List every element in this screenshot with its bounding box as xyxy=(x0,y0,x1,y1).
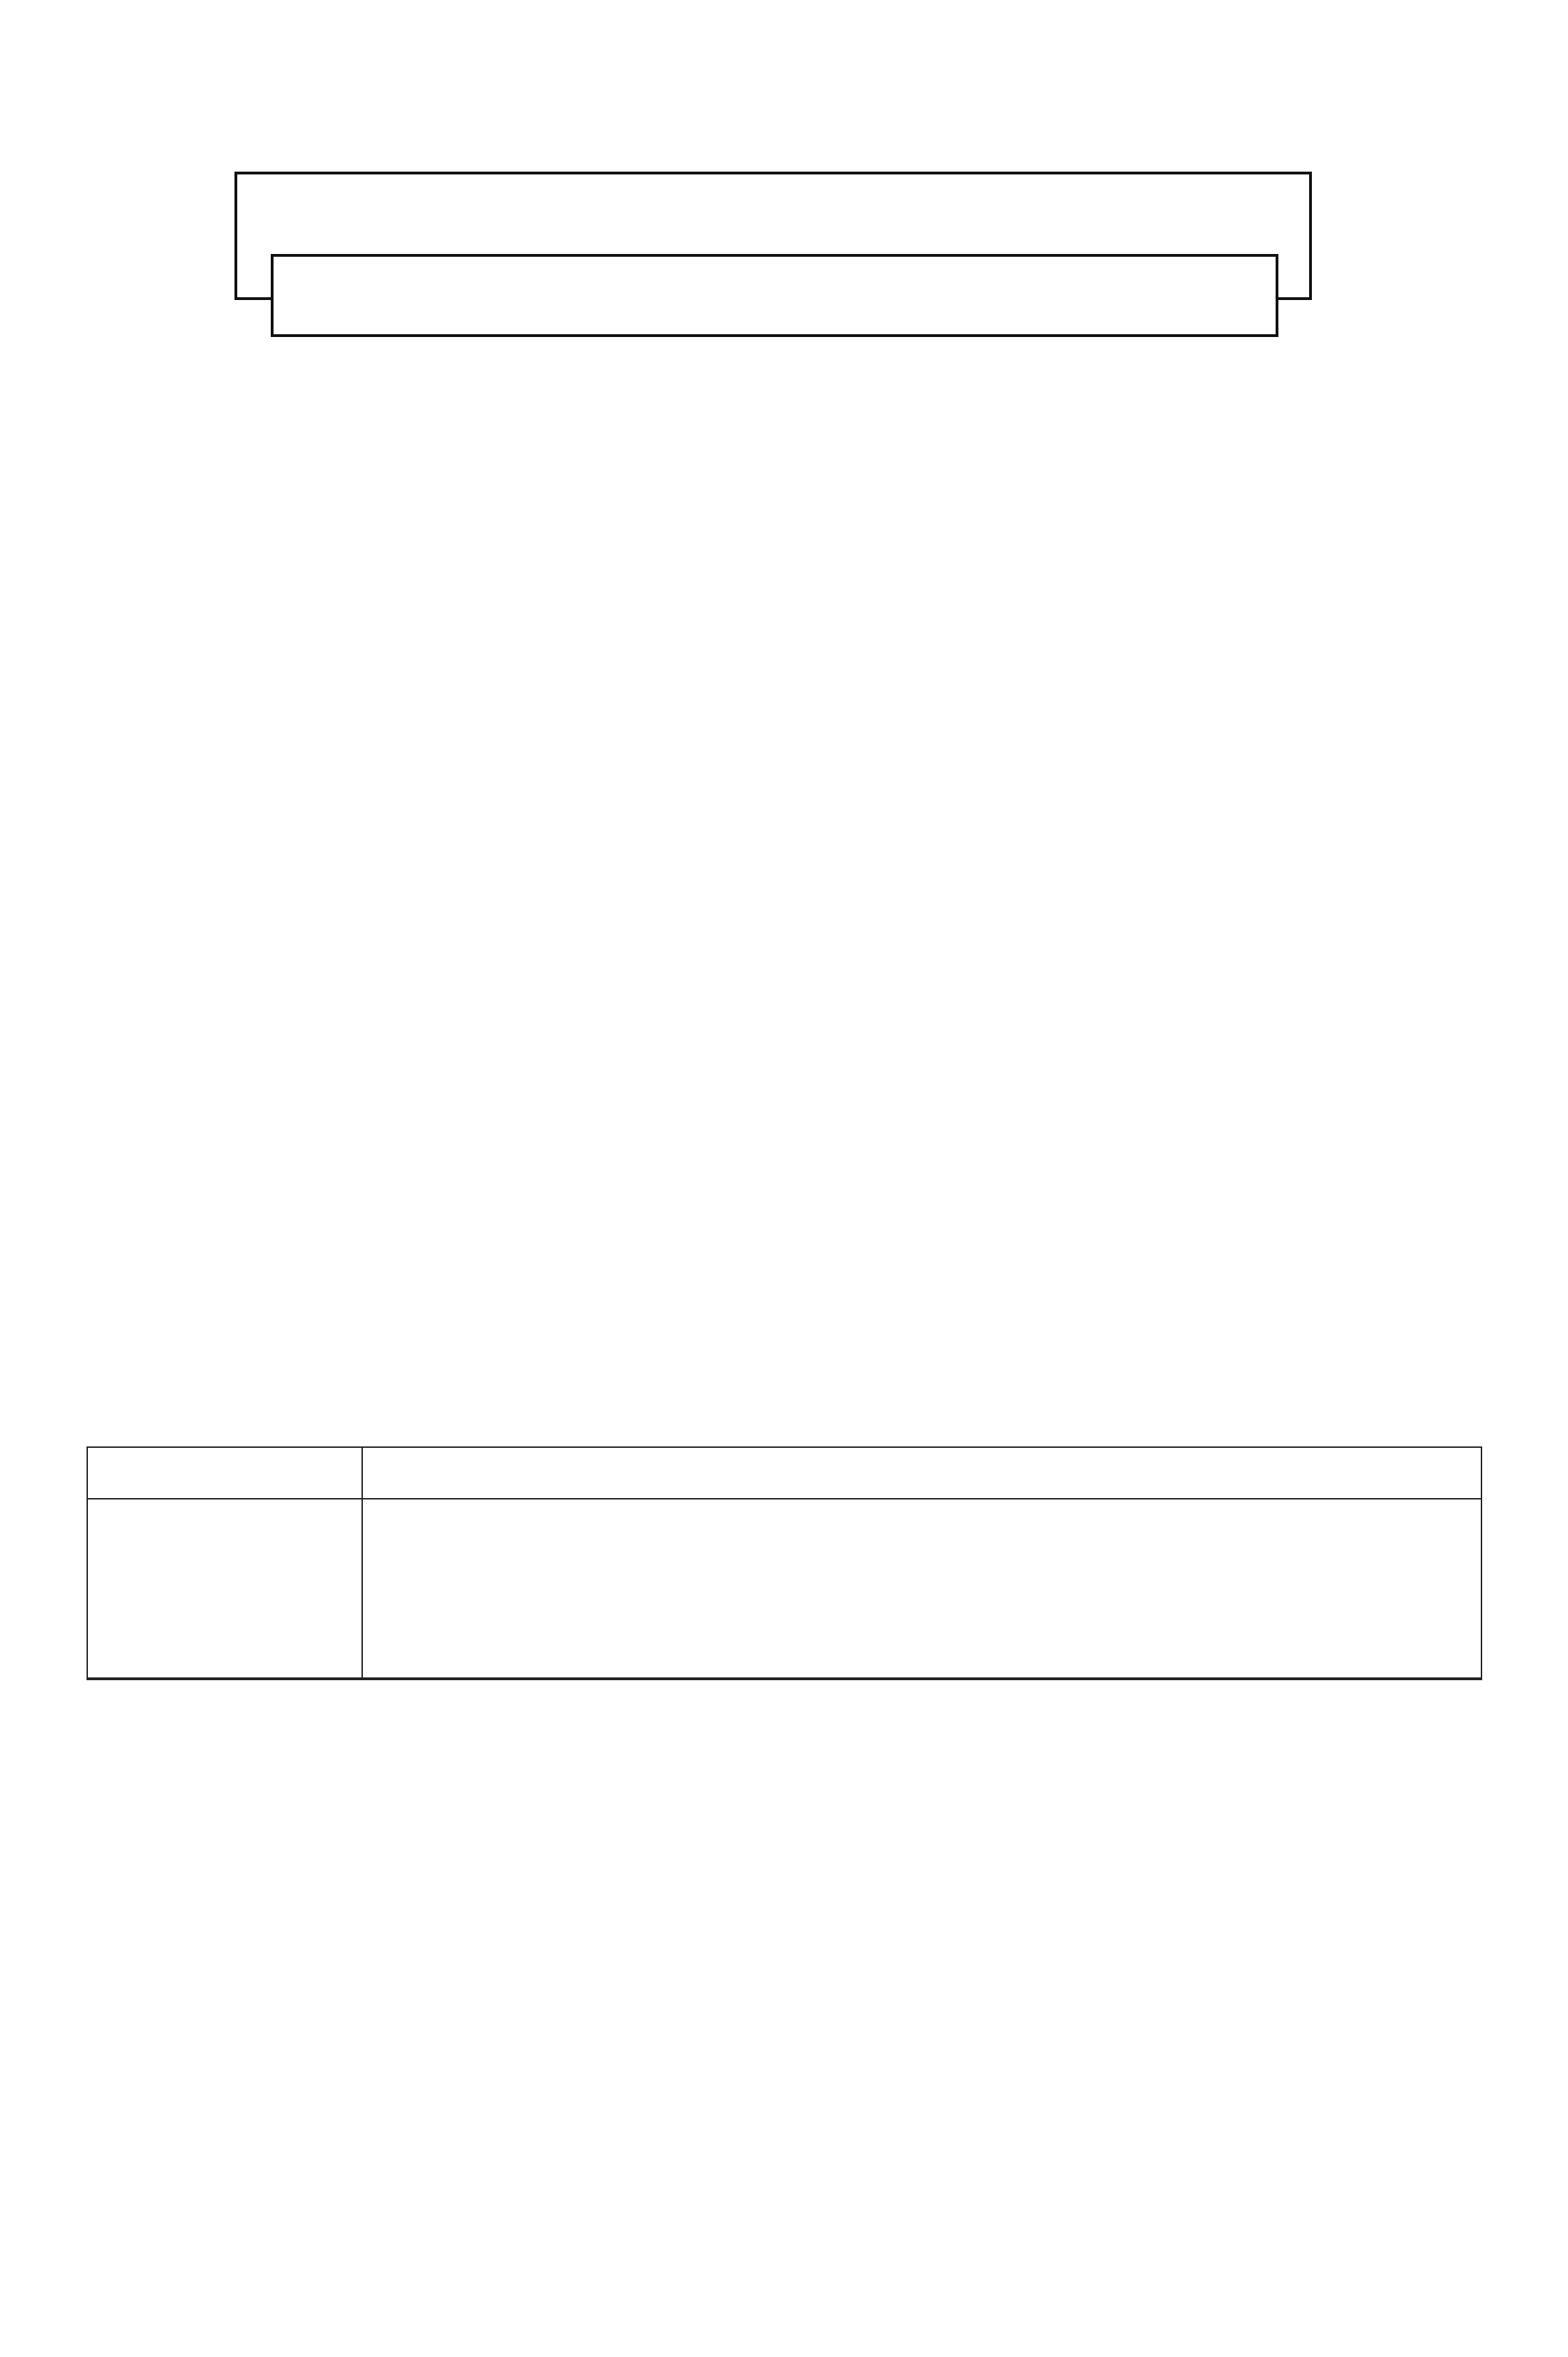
rules-cell xyxy=(362,1499,1481,1678)
interface-logic-box xyxy=(272,255,1277,336)
table-row xyxy=(87,1499,1481,1678)
types-cell xyxy=(87,1499,362,1678)
table-notes xyxy=(87,1678,1481,1679)
table-header-rules xyxy=(362,1447,1481,1499)
bus-interaction-diagram xyxy=(0,0,1568,1158)
table-header-type xyxy=(87,1447,362,1499)
rules-table xyxy=(87,1446,1482,1680)
